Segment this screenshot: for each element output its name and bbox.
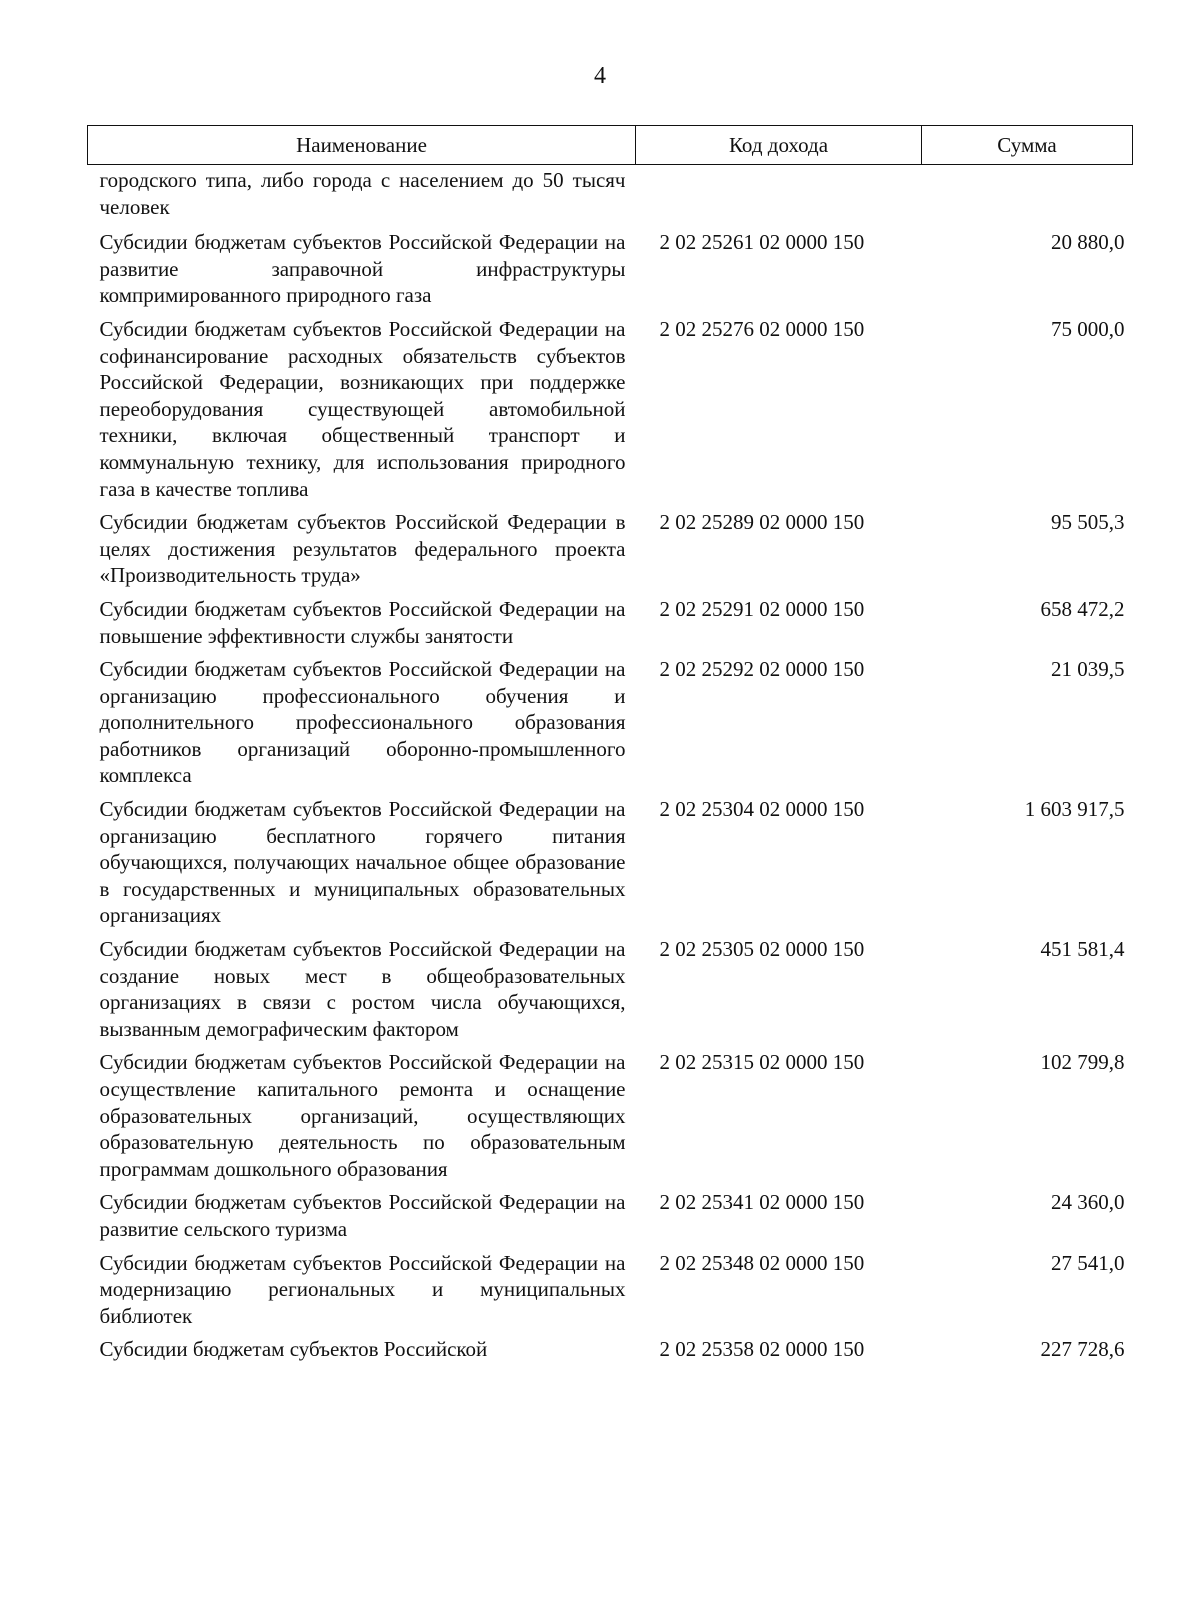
row-code: 2 02 25292 02 0000 150	[659, 657, 865, 682]
row-name: Субсидии бюджетам субъектов Российской Федерации на осуществление капитального ремонта и оснащение образовательных организаций, осуществляющих образовательную деятельность по образовательным программам дошкольного образования	[99, 1050, 626, 1181]
table-row	[88, 596, 1133, 656]
table-row	[88, 1250, 1133, 1337]
table-row	[88, 1336, 1133, 1370]
table-header-row	[88, 126, 1133, 165]
row-code: 2 02 25358 02 0000 150	[659, 1337, 865, 1362]
row-code: 2 02 25304 02 0000 150	[659, 797, 865, 822]
table-row	[88, 509, 1133, 596]
row-name: Субсидии бюджетам субъектов Российской Федерации на создание новых мест в общеобразовательных организациях в связи с ростом числа обучающихся, вызванным демографическим фактором	[99, 937, 626, 1041]
table-row	[88, 1049, 1133, 1189]
row-name: городского типа, либо города с населением до 50 тысяч человек	[99, 168, 626, 219]
row-sum	[922, 165, 1133, 230]
row-sum: 658 472,2	[1040, 596, 1125, 621]
row-name: Субсидии бюджетам субъектов Российской Федерации на организацию бесплатного горячего питания обучающихся, получающих начальное общее образование в государственных и муниципальных образовательных организациях	[99, 797, 626, 928]
row-sum: 1 603 917,5	[1024, 797, 1125, 822]
row-name: Субсидии бюджетам субъектов Российской Федерации на софинансирование расходных обязательств субъектов Российской Федерации, возникающих при поддержке переоборудования существующей автомобильной техники, включая общественный транспорт и коммунальную технику, для использования природного газа в качестве топлива	[99, 316, 626, 501]
row-sum: 20 880,0	[1051, 230, 1125, 255]
row-sum: 227 728,6	[1040, 1337, 1125, 1362]
revenue-table-container	[87, 125, 1132, 1370]
row-name: Субсидии бюджетам субъектов Российской Федерации на развитие сельского туризма	[99, 1190, 626, 1241]
row-name: Субсидии бюджетам субъектов Российской Федерации в целях достижения результатов федерального проекта «Производительность труда»	[99, 510, 626, 588]
table-row	[88, 165, 1133, 230]
row-sum: 95 505,3	[1051, 510, 1125, 535]
row-code: 2 02 25261 02 0000 150	[659, 230, 865, 255]
table-row	[88, 656, 1133, 796]
row-sum: 451 581,4	[1040, 937, 1125, 962]
table-body	[88, 165, 1133, 1370]
row-code: 2 02 25276 02 0000 150	[659, 316, 865, 341]
row-name: Субсидии бюджетам субъектов Российской Федерации на организацию профессионального обучения и дополнительного профессионального образования работников организаций оборонно-промышленного комплекса	[99, 657, 626, 788]
row-name: Субсидии бюджетам субъектов Российской Федерации на развитие заправочной инфраструктуры компримированного природного газа	[99, 230, 626, 308]
row-name: Субсидии бюджетам субъектов Российской	[99, 1337, 488, 1362]
header-code: Код дохода	[636, 126, 922, 165]
row-code: 2 02 25315 02 0000 150	[659, 1050, 865, 1075]
row-sum: 27 541,0	[1051, 1250, 1125, 1275]
row-sum: 102 799,8	[1040, 1050, 1125, 1075]
header-sum: Сумма	[922, 126, 1133, 165]
table-row	[88, 1189, 1133, 1249]
row-code: 2 02 25305 02 0000 150	[659, 937, 865, 962]
table-row	[88, 229, 1133, 316]
table-header	[88, 126, 1133, 165]
row-name: Субсидии бюджетам субъектов Российской Федерации на повышение эффективности службы занятости	[99, 596, 626, 648]
row-sum: 75 000,0	[1051, 316, 1125, 341]
row-code: 2 02 25348 02 0000 150	[659, 1250, 865, 1275]
row-sum: 24 360,0	[1051, 1190, 1125, 1215]
page-number: 4	[594, 63, 606, 89]
row-code	[636, 165, 922, 230]
table-row	[88, 316, 1133, 509]
header-name: Наименование	[88, 126, 636, 165]
row-code: 2 02 25341 02 0000 150	[659, 1190, 865, 1215]
revenue-table	[87, 125, 1133, 1370]
row-sum: 21 039,5	[1051, 657, 1125, 682]
table-row	[88, 936, 1133, 1049]
row-name: Субсидии бюджетам субъектов Российской Федерации на модернизацию региональных и муниципальных библиотек	[99, 1250, 626, 1328]
row-code: 2 02 25289 02 0000 150	[659, 510, 865, 535]
row-code: 2 02 25291 02 0000 150	[659, 596, 865, 621]
table-row	[88, 796, 1133, 936]
